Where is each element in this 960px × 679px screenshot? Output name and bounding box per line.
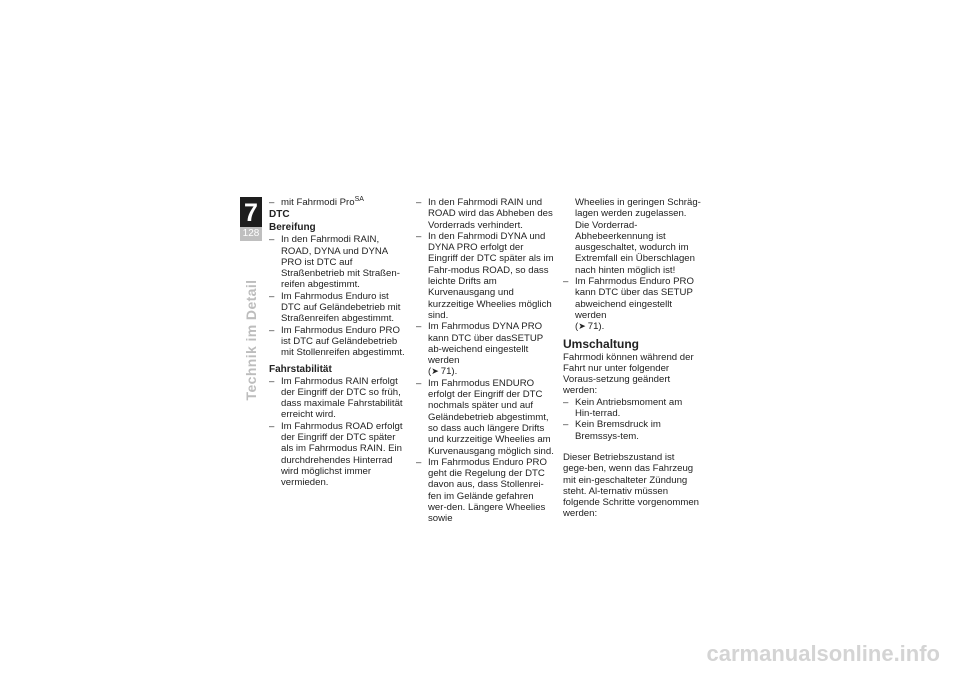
heading-dtc: DTC xyxy=(269,209,290,221)
item-text: Im Fahrmodus Enduro PRO kann DTC über das SETUP abweichend eingestellt werden xyxy=(575,276,694,321)
page-ref-arrow-icon: ➤ xyxy=(431,366,439,377)
intro-item-sup: SA xyxy=(354,195,364,203)
list-item: – In den Fahrmodi RAIN, ROAD, DYNA und DYNA PRO ist DTC auf Straßenbetrieb mit Straßen-reifen abgestimmt. xyxy=(269,234,407,290)
chapter-number: 7 xyxy=(240,197,262,227)
text-column-1 xyxy=(269,197,407,489)
list-item: – Im Fahrmodus Enduro PRO ist DTC auf Geländebetrieb mit Stollenreifen abgestimmt. xyxy=(269,325,407,359)
umschaltung-list xyxy=(563,397,701,442)
watermark: carmanualsonline.info xyxy=(706,641,940,666)
chapter-marker xyxy=(240,197,262,241)
intro-list xyxy=(269,197,407,208)
list-item: – In den Fahrmodi RAIN und ROAD wird das Abheben des Vorderrads verhindert. xyxy=(416,197,554,231)
page-number: 128 xyxy=(242,228,260,239)
list-item: – Im Fahrmodus Enduro PRO kann DTC über das SETUP abweichend eingestellt werden (➤ 71). xyxy=(563,276,701,332)
list-item: – Im Fahrmodus RAIN erfolgt der Eingriff der DTC so früh, dass maximale Fahrstabilität erreicht wird. xyxy=(269,376,407,421)
intro-item-text: mit Fahrmodi Pro xyxy=(281,197,355,208)
closing-text: Dieser Betriebszustand ist gege-ben, wenn das Fahrzeug mit ein-geschalteter Zündung steht. Al-ternativ müssen folgende Schritte vorgenommen werden: xyxy=(563,451,699,520)
list-item: – Kein Bremsdruck im Bremssys-tem. xyxy=(563,419,701,442)
list-item: – Im Fahrmodus DYNA PRO kann DTC über dasSETUP ab-weichend eingestellt werden (➤ 71). xyxy=(416,321,554,377)
page-ref-link[interactable]: 71). xyxy=(440,366,458,378)
continuation-text: Wheelies in geringen Schräg-lagen werden zugelassen. Die Vorderrad-Abhebeerkennung ist ausgeschaltet, wodurch im Extremfall ein Überschlagen nach hinten möglich ist! xyxy=(575,197,701,276)
page-ref-link[interactable]: 71). xyxy=(587,321,605,333)
heading-umschaltung: Umschaltung xyxy=(563,336,640,351)
heading-bereifung: Bereifung xyxy=(269,222,316,234)
list-item: – Im Fahrmodus Enduro PRO geht die Regelung der DTC davon aus, dass Stollenrei-fen im Gelände gefahren wer-den. Längere Wheelies sowie xyxy=(416,457,554,525)
list-item: – In den Fahrmodi DYNA und DYNA PRO erfolgt der Eingriff der DTC später als im Fahr-modus ROAD, so dass leichte Drifts am Kurvenausgang und kurzzeitige Wheelies möglich sind. xyxy=(416,231,554,321)
list-item: – Im Fahrmodus ROAD erfolgt der Eingriff der DTC später als im Fahrmodus RAIN. Ein durchdrehendes Hinterrad wird möglichst immer vermieden. xyxy=(269,421,407,489)
fahrstabilitaet-list xyxy=(269,376,407,489)
umschaltung-intro: Fahrmodi können während der Fahrt nur unter folgender Voraus-setzung geändert werden: xyxy=(563,351,694,397)
heading-fahrstabilitaet: Fahrstabilität xyxy=(269,363,332,375)
enduro-list xyxy=(563,276,701,332)
mode-list xyxy=(416,197,554,525)
list-item xyxy=(269,197,407,208)
text-column-3 xyxy=(563,197,701,520)
list-item: – Kein Antriebsmoment am Hin-terrad. xyxy=(563,397,701,420)
page-ref-arrow-icon: ➤ xyxy=(578,321,586,332)
list-item: – Im Fahrmodus ENDURO erfolgt der Eingriff der DTC nochmals später und auf Geländebetrieb abgestimmt, so dass auch längere Drifts und kurzzeitige Wheelies am Kurvenausgang möglich sind. xyxy=(416,378,554,457)
chapter-side-label: Technik im Detail xyxy=(243,279,259,401)
bereifung-list xyxy=(269,234,407,358)
text-column-2 xyxy=(416,197,554,525)
item-text: Im Fahrmodus DYNA PRO kann DTC über dasSETUP ab-weichend eingestellt werden xyxy=(428,321,543,367)
list-item: – Im Fahrmodus Enduro ist DTC auf Geländebetrieb mit Straßenreifen abgestimmt. xyxy=(269,291,407,325)
